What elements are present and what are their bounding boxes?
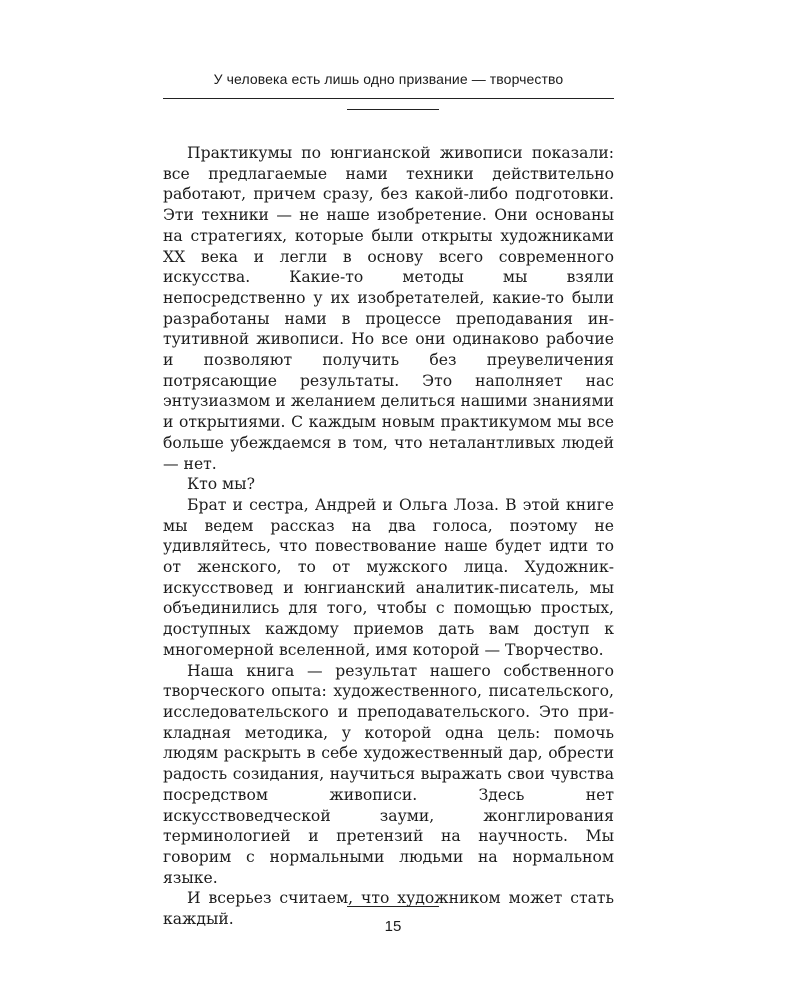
paragraph: Брат и сестра, Андрей и Ольга Лоза. В этой книге мы ведем рассказ на два голоса, поэтому не удивляйтесь, что повествование наше будет идти то от женского, то от мужского лица. Художник-искусствовед и юнгианский аналитик-писатель, мы объединились для того, чтобы с помощью простых, доступных каждому приемов дать вам доступ к многомерной вселенной, имя которой — Творчество. — [163, 495, 614, 659]
footer-rule — [347, 906, 439, 907]
body-text — [163, 143, 614, 930]
running-head: У человека есть лишь одно призвание — творчество — [213, 71, 564, 87]
paragraph: Практикумы по юнгианской живописи показали: все предлагаемые нами техники действительно работают, причем сразу, без какой-либо подготовки. Эти техники — не наше изобретение. Они основаны на стратегиях, которые были открыты художниками XX века и легли в основу всего современного искусства. Какие-то методы мы взяли непосредственно у их изобретателей, какие-то были разработаны нами в процессе преподавания интуитивной живописи. Но все они одинаково рабочие и позволяют получить без преувеличения потрясающие результаты. Это наполняет нас энтузиазмом и желанием делиться нашими знаниями и открытиями. С каждым новым практикумом мы все больше убеждаемся в том, что неталантливых людей — нет. — [163, 144, 614, 473]
header-short-rule — [347, 109, 439, 110]
page-number: 15 — [384, 918, 402, 935]
paragraph: И всерьез считаем, что художником может стать каждый. — [163, 889, 614, 929]
paragraph: Кто мы? — [187, 475, 255, 494]
header-rule — [163, 98, 614, 99]
paragraph: Наша книга — результат нашего собственного творческого опыта: художественного, писательского, исследовательского и преподавательского. Это прикладная методика, у которой одна цель: помочь людям раскрыть в себе художественный дар, обрести радость созидания, научиться выражать свои чувства посредством живописи. Здесь нет искусствоведческой зауми, жонглирования терминологией и претензий на научность. Мы говорим с нормальными людьми на нормальном языке. — [163, 661, 614, 887]
